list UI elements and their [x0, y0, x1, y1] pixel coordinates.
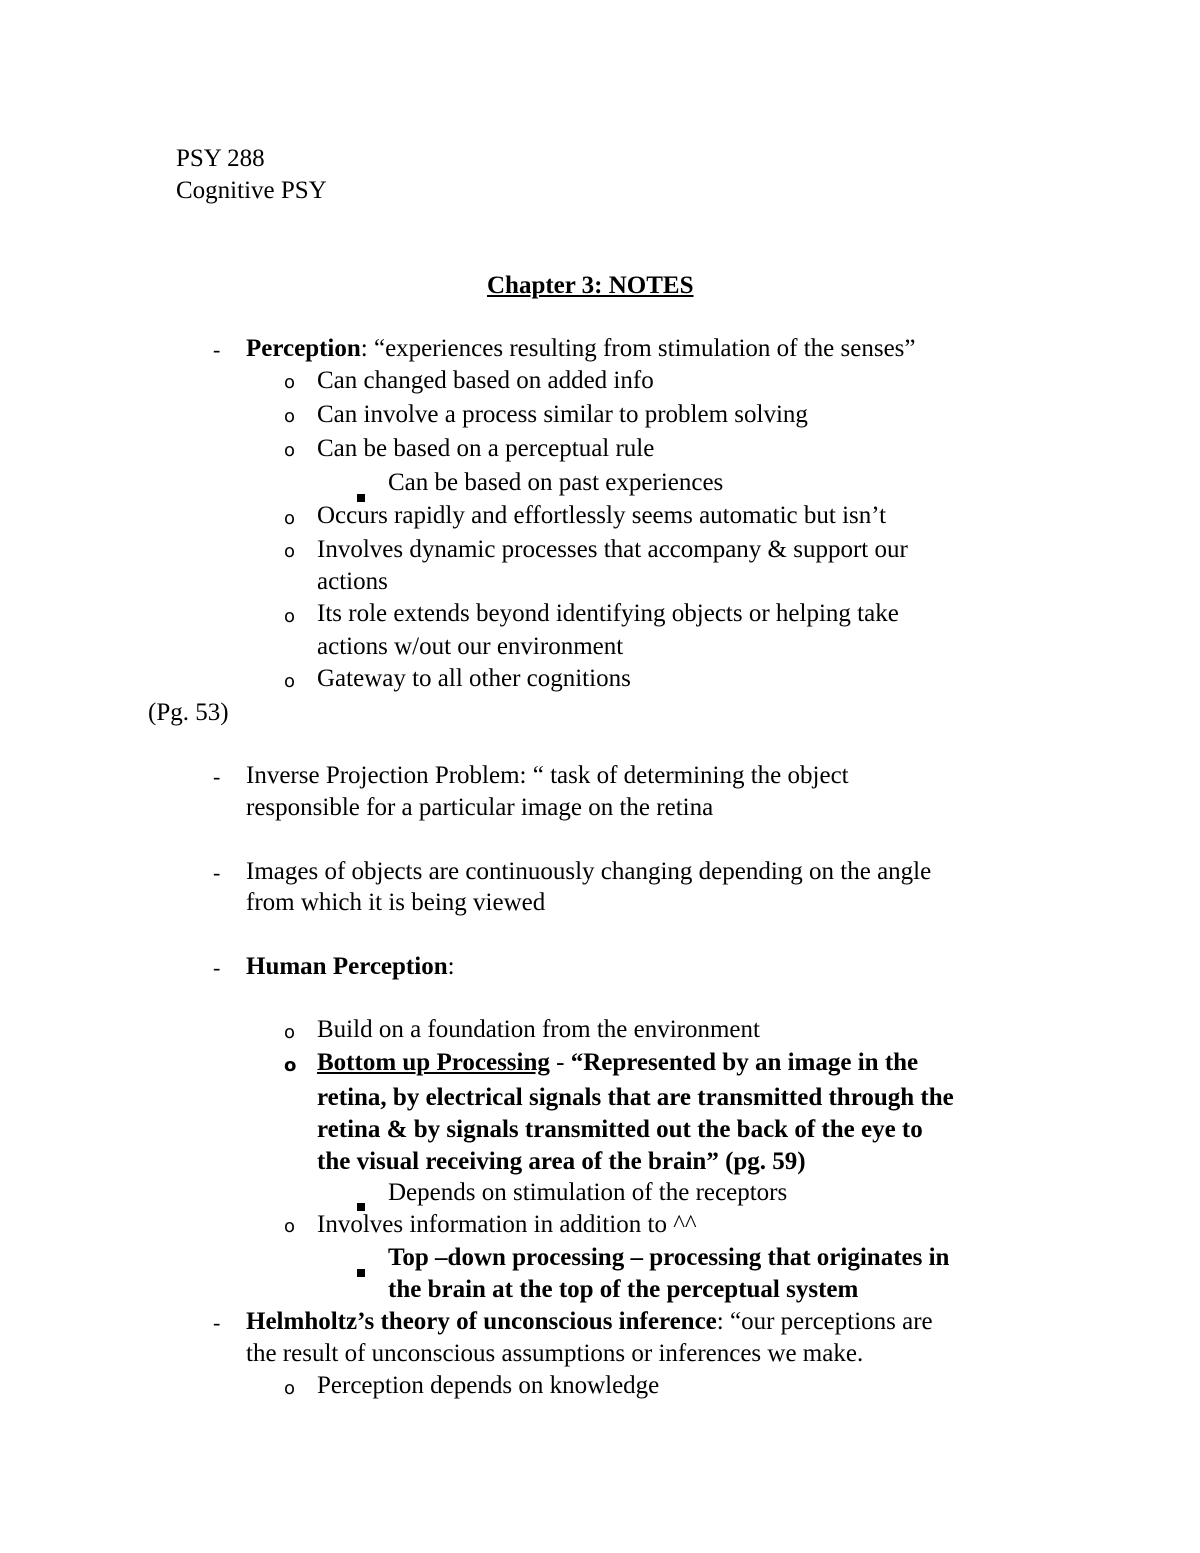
dash-bullet: -: [213, 955, 221, 980]
page-reference: (Pg. 53): [148, 699, 229, 726]
list-item: Can changed based on added info: [317, 367, 654, 394]
circle-bullet: o: [284, 1022, 296, 1043]
dash-bullet: -: [213, 764, 221, 789]
circle-bullet: o: [284, 541, 296, 562]
perception-term: Perception: [246, 335, 361, 362]
list-item: Occurs rapidly and effortlessly seems automatic but isn’t: [317, 502, 887, 529]
list-item: Involves information in addition to ^^: [317, 1211, 697, 1238]
human-perception-term: Human Perception: [246, 953, 448, 980]
helmholtz-term: Helmholtz’s theory of unconscious inference: [246, 1308, 717, 1335]
course-code: PSY 288: [176, 145, 265, 172]
list-item: Depends on stimulation of the receptors: [388, 1179, 788, 1206]
square-bullet: [357, 1254, 365, 1286]
human-perception-heading: [246, 951, 455, 983]
bottom-up-processing-line2: retina, by electrical signals that are transmitted through the: [317, 1084, 954, 1111]
list-item: Build on a foundation from the environment: [317, 1016, 760, 1043]
bottom-up-definition: “Represented by an image in the: [570, 1049, 919, 1076]
bottom-up-processing-line4: the visual receiving area of the brain” (pg. 59): [317, 1148, 806, 1175]
list-item-continuation: actions: [317, 568, 388, 595]
bottom-up-processing-line3: retina & by signals transmitted out the back of the eye to: [317, 1116, 923, 1143]
helmholtz-line2: the result of unconscious assumptions or inferences we make.: [246, 1340, 864, 1367]
images-changing-line2: from which it is being viewed: [246, 889, 546, 916]
list-item: Perception depends on knowledge: [317, 1372, 660, 1399]
list-item: Gateway to all other cognitions: [317, 665, 631, 692]
top-down-processing-line1: Top –down processing – processing that originates in: [388, 1244, 950, 1271]
dash-bullet: -: [213, 860, 221, 885]
dash-bullet: -: [213, 337, 221, 362]
helmholtz-definition: : “our perceptions are: [716, 1308, 933, 1335]
heading-colon: :: [447, 953, 455, 980]
perception-definition-text: : “experiences resulting from stimulation of the senses”: [360, 335, 916, 362]
helmholtz-line1: [246, 1306, 933, 1338]
circle-bullet: o: [284, 406, 296, 427]
list-item: Can be based on a perceptual rule: [317, 435, 655, 462]
list-item: Can be based on past experiences: [388, 469, 724, 496]
inverse-projection-line1: Inverse Projection Problem: “ task of determining the object: [246, 762, 849, 789]
inverse-projection-line2: responsible for a particular image on the retina: [246, 794, 714, 821]
circle-bullet: o: [284, 508, 296, 529]
top-down-processing-line2: the brain at the top of the perceptual system: [388, 1276, 859, 1303]
circle-bullet: o: [284, 1378, 296, 1399]
images-changing-line1: Images of objects are continuously changing depending on the angle: [246, 858, 932, 885]
page-title: Chapter 3: NOTES: [487, 272, 694, 299]
dash-bullet: -: [213, 1310, 221, 1335]
circle-bullet: o: [284, 1055, 297, 1076]
bottom-up-sep: -: [549, 1049, 571, 1076]
bottom-up-processing-line1: [317, 1047, 918, 1079]
list-item: Can involve a process similar to problem solving: [317, 401, 808, 428]
list-item-continuation: actions w/out our environment: [317, 633, 624, 660]
perception-definition: [246, 333, 916, 365]
bottom-up-term: Bottom up Processing: [317, 1049, 550, 1076]
list-item: Its role extends beyond identifying objects or helping take: [317, 600, 899, 627]
circle-bullet: o: [284, 372, 296, 393]
circle-bullet: o: [284, 606, 296, 627]
circle-bullet: o: [284, 440, 296, 461]
list-item: Involves dynamic processes that accompany & support our: [317, 536, 908, 563]
circle-bullet: o: [284, 671, 296, 692]
circle-bullet: o: [284, 1216, 296, 1237]
course-name: Cognitive PSY: [176, 177, 327, 204]
